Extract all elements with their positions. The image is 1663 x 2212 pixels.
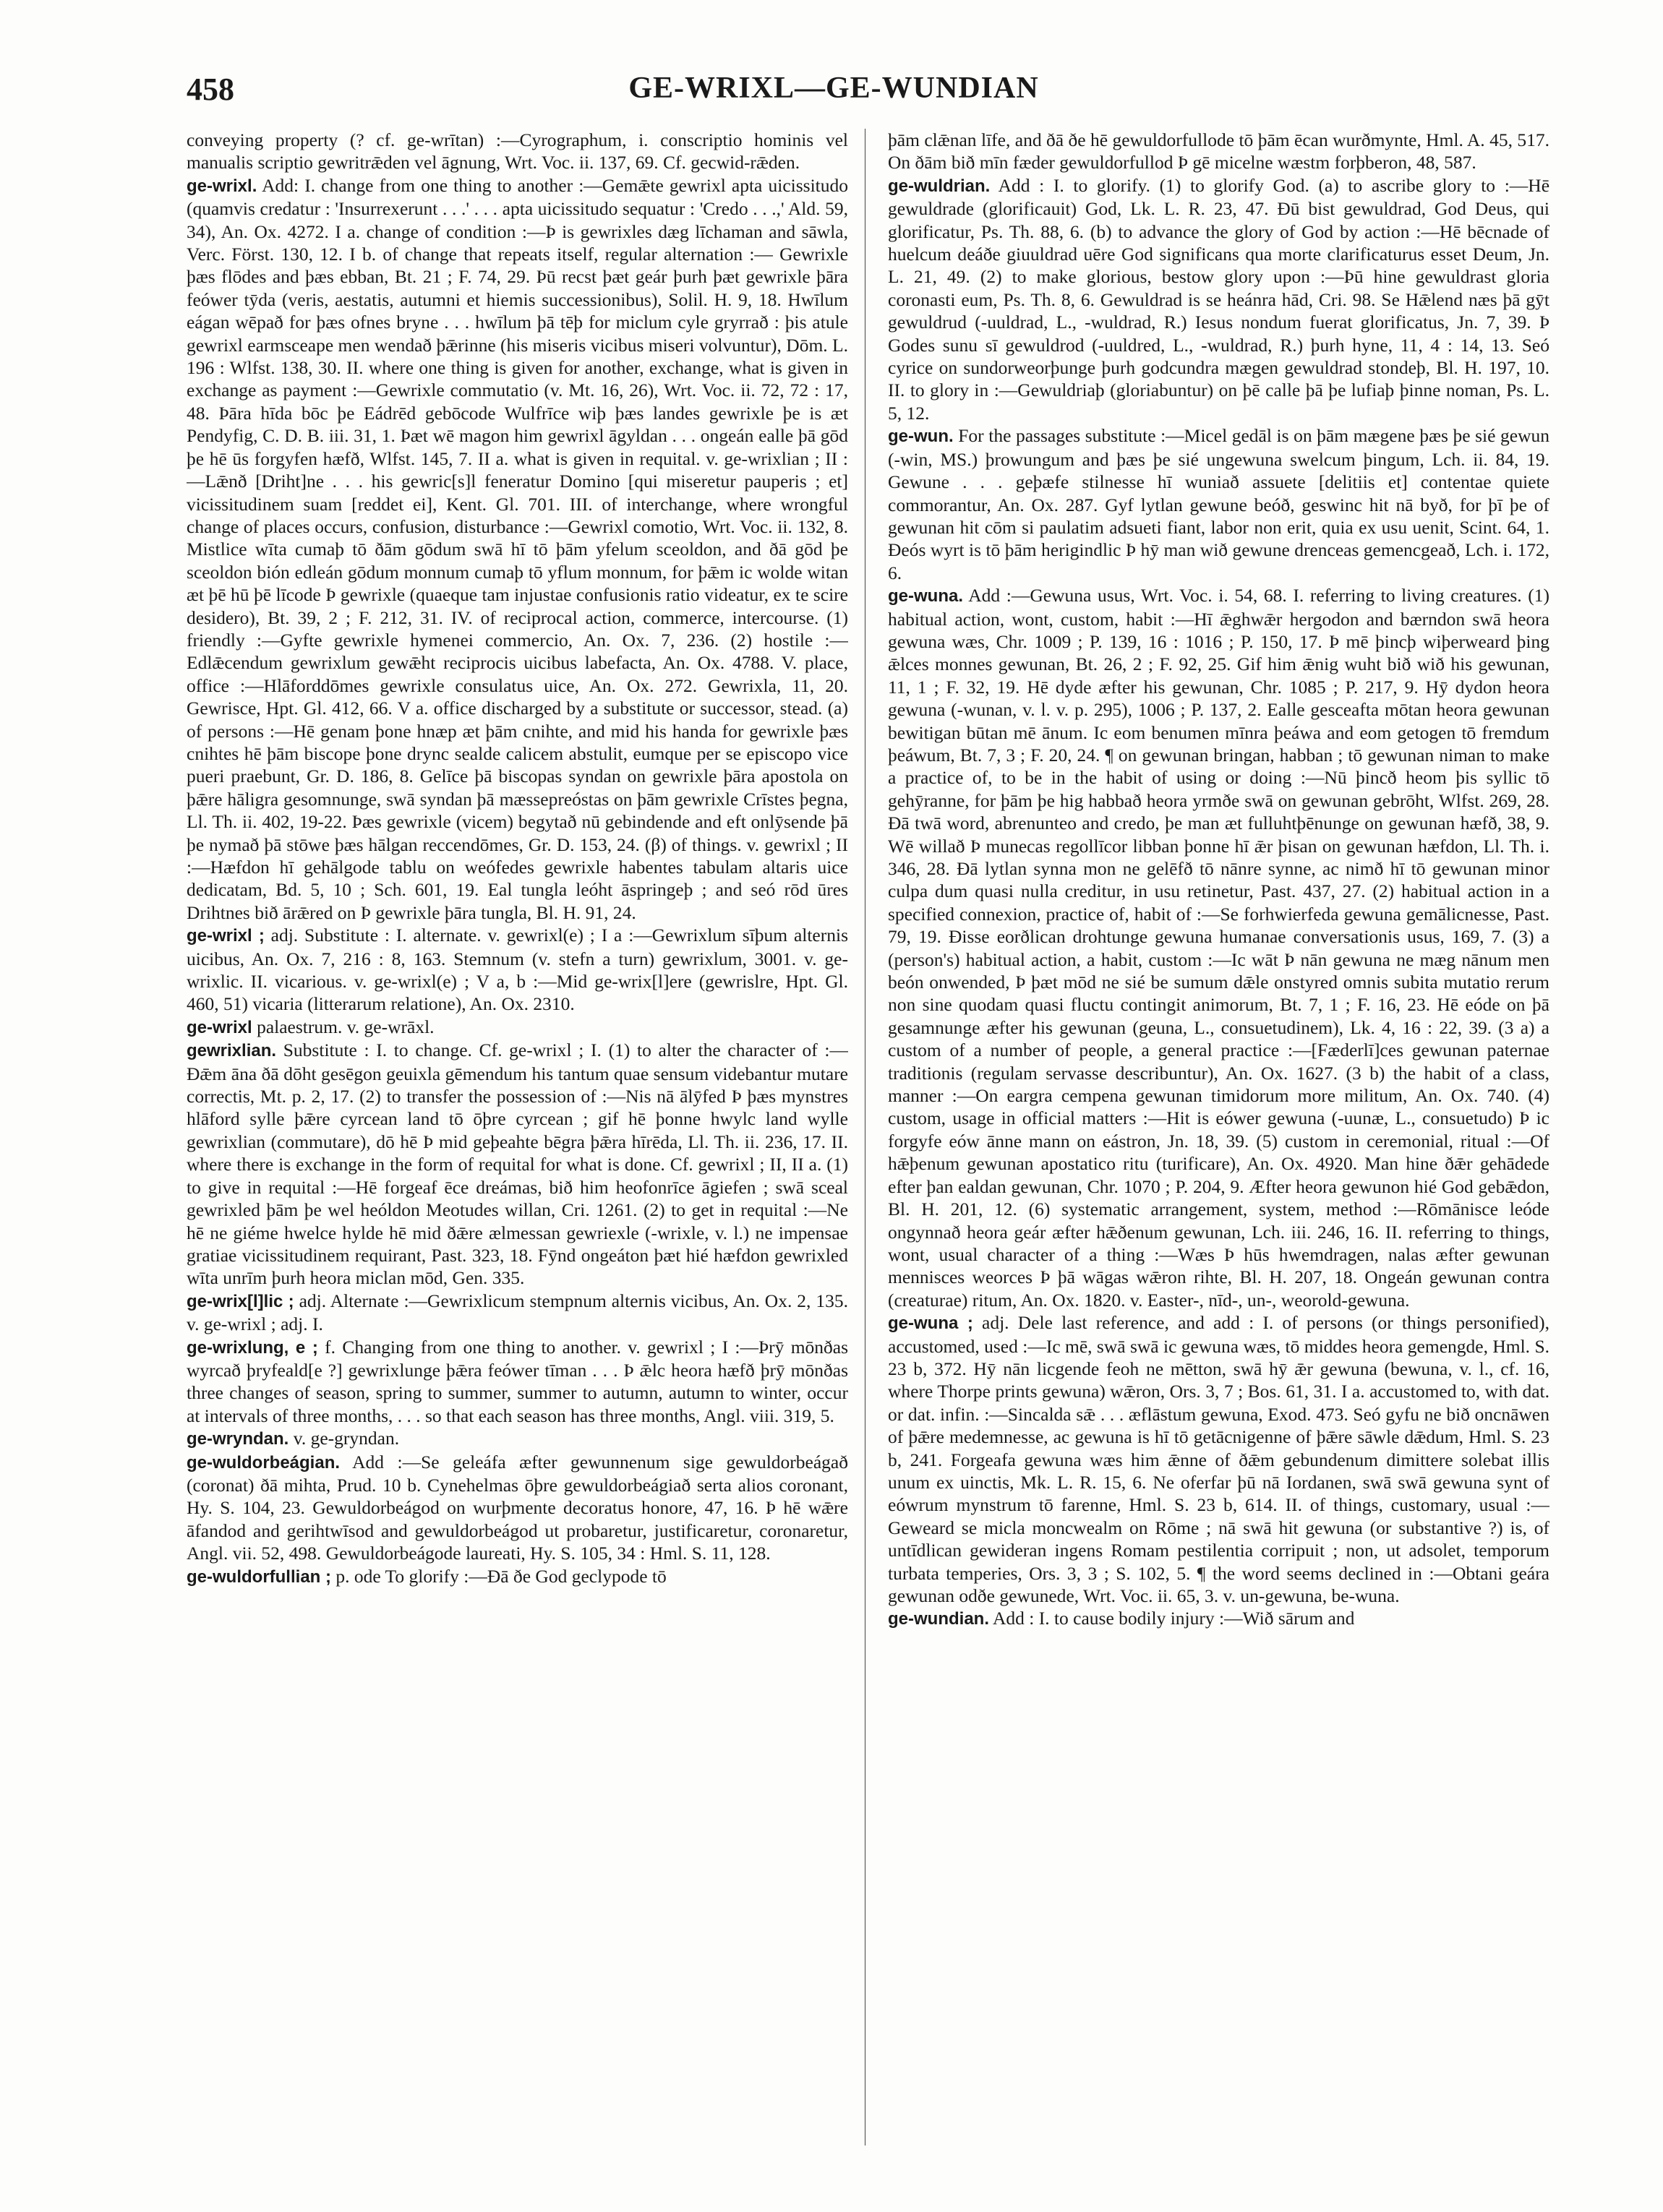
entry-headword: ge-wrixl ; (187, 926, 265, 946)
dictionary-entry (187, 1039, 848, 1289)
entry-headword: ge-wuldorfullian ; (187, 1566, 331, 1587)
entry-headword: ge-wryndan. (187, 1429, 289, 1449)
entry-text: Add : I. to glorify. (1) to glorify God. (a) to ascribe glory to :—Hē gewuldrade (glorificauit) God, Lk. L. R. 23, 47. Ðū bist gewuldrad, God Deus, qui glorificatur, Ps. Th. 88, 6. (b) to advance the glory of God by action :—Hē bēcnade of huelcum deáðe giuuldrad uēre God significans qua morte clarificaturus esset Deum, Jn. L. 21, 49. (2) to make glorious, bestow glory upon :—Þū hine gewuldrast gloria coronasti eum, Ps. Th. 8, 6. Gewuldrad is se heánra hād, Cri. 98. Se Hǣlend næs þā gȳt gewuldrud (-uuldrad, L., -wuldrad, R.) Iesus nondum fuerat glorificatus, Jn. 7, 39. Þ Godes sunu sī gewuldrod (-uuldred, L., -wuldrad, R.) þurh hyne, 11, 4 : 14, 13. Seó cyrice on sundorweorþunge þurh godcundra mægen gewuldrad stondeþ, Bl. H. 197, 10. II. to glory in :—Gewuldriaþ (gloriabuntur) on þē calle þā þe lufiaþ þinne noman, Ps. L. 5, 12. (888, 174, 1549, 424)
dictionary-entry (187, 924, 848, 1016)
dictionary-entry (187, 174, 848, 924)
dictionary-entry (888, 1607, 1549, 1630)
entry-text: Add :—Gewuna usus, Wrt. Voc. i. 54, 68. I. referring to living creatures. (1) habitual action, wont, custom, habit :—Hī ǣghwǣr hergodon and bærndon swā heora gewuna wæs, Chr. 1009 ; P. 139, 16 : 1016 ; P. 150, 17. Þ mē þincþ wiþerweard þing ǣlces monnes gewunan, Bt. 26, 2 ; F. 92, 25. Gif him ǣnig wuht bið wið his gewunan, 11, 1 ; F. 32, 19. Hē dyde æfter his gewunan, Chr. 1085 ; P. 217, 9. Hȳ dydon heora gewuna (-wunan, v. l. v. p. 295), 1006 ; P. 137, 2. Ealle gesceafta mōtan heora gewunan bewitigan būtan mē ānum. Ic eom benumen mīnra þeáwa and eom getogen tō fremdum þeáwum, Bt. 7, 3 ; F. 20, 24. ¶ on gewunan bringan, habban ; tō gewunan niman to make a practice of, to be in the habit of using or doing :—Nū þincð heom þis syllic tō gehȳranne, for þām þe hig habbað heora yrmðe swā on gewunan gebrōht, Wlfst. 269, 28. Ðā twā word, abrenunteo and credo, þe man æt fulluhtþēnunge on gewunan hæfð, 38, 9. Wē willað Þ munecas regollīcor libban þonne hī ǣr þisan on gewunan hæfdon, Ll. Th. i. 346, 28. Ðā lytlan synna mon ne gelēfð tō nānre synne, ac nimð hī tō gewunan minor culpa dum quasi nulla creditur, in usu retinetur, Past. 437, 27. (2) habitual action in a specified connexion, practice of, habit of :—Se forhwierfeda gewuna gemālicnesse, Past. 79, 19. Ðisse eorðlican drohtunge gewuna humanae conversationis usus, 169, 7. (3) a (person's) habitual action, a habit, custom :—Ic wāt Þ nān gewuna ne mæg nānum men beón onwended, Þ þæt mōd ne sié be sumum dǣle onstyred omnis subita mutatio rerum non sine quodam quasi fluctu contingit animorum, Bt. 7, 1 ; F. 16, 23. Hē eóde on þā gesamnunge æfter his gewunan (geuna, L., consuetudinem), Lk. 4, 16 : 22, 39. (3 a) a custom of a number of people, a general practice :—[Fæderlī]ces gewunan paternae traditionis (regulam servasse describuntur), An. Ox. 1627. (3 b) the habit of a class, manner :—On eargra cempena gewunan timidorum more militum, An. Ox. 740. (4) custom, usage in official matters :—Hit is eówer gewuna (-uunæ, L., consuetudo) Þ ic forgyfe eów ānne mann on eástron, Jn. 18, 39. (5) custom in ceremonial, ritual :—Of hǣþenum gewunan apostatico ritu (turificare), An. Ox. 4920. Man hine ðǣr gehādede efter þan ealdan gewunan, Chr. 1070 ; P. 204, 9. Æfter heora gewunon hié God gebǣdon, Bl. H. 201, 12. (6) systematic arrangement, system, method :—Rōmānisce leóde ongynnað heora geár æfter hǣðenum gewunan, Lch. iii. 246, 16. II. referring to things, wont, usual character of a thing :—Wæs Þ hūs hwemdragen, nalas æfter gewunan mennisces weorces Þ þā wāgas wǣron rihte, Bl. H. 207, 18. Ongeán gewunan contra (creaturae) ritum, An. Ox. 1820. v. Easter-, nīd-, un-, weorold-gewuna. (888, 585, 1549, 1311)
running-title: GE-WRIXL—GE-WUNDIAN (628, 72, 1039, 105)
entry-text: For the passages substitute :—Micel gedāl is on þām mægene þæs þe sié gewun (-win, MS.) þrowungum and þæs þe sié ungewuna swelcum þingum, Lch. ii. 84, 19. Gewune . . . geþæfe stilnesse hī wuniað assuete [delitiis et] contentae quiete commorantur, An. Ox. 287. Gyf lytlan gewune beóð, geswinc hit nā byð, for þī þe of gewunan hit cōm si paulatim adsueti fiant, labor non erit, quia ex usu uenit, Scint. 64, 1. Ðeós wyrt is tō þām herigindlic Þ hȳ man wið gewune drenceas gemencgeað, Lch. i. 172, 6. (888, 425, 1549, 583)
page-header (187, 71, 1481, 114)
entry-headword: ge-wuna. (888, 586, 964, 606)
entry-text: þām clǣnan līfe, and ðā ðe hē gewuldorfullode tō þām ēcan wurðmynte, Hml. A. 45, 517. On ðām bið mīn fæder gewuldorfullod Þ gē micelne wæstm forþberon, 48, 587. (888, 129, 1549, 173)
dictionary-entry (187, 1016, 848, 1039)
entry-headword: ge-wrix[l]lic ; (187, 1291, 294, 1311)
entry-headword: gewrixlian. (187, 1041, 277, 1061)
entry-text: Add: I. change from one thing to another :—Gemǣte gewrixl apta uicissitudo (quamvis credatur : 'Insurrexerunt . . .' . . . apta uicissitudo sequatur : 'Credo . . .,' Ald. 59, 34), An. Ox. 4272. I a. change of condition :—Þ is gewrixles dæg līchaman and sāwla, Verc. Först. 130, 12. I b. of change that repeats itself, regular alternation :— Gewrixle þæs flōdes and þæs ebban, Bt. 21 ; F. 74, 29. Þū recst þæt geár þurh þæt gewrixle þāra feówer tȳda (veris, aestatis, autumni et hiemis successionibus), Solil. H. 9, 18. Hwīlum eágan wēpað for þæs ofnes bryne . . . hwīlum þā tēþ for miclum cyle gryrrað : þis atule gewrixl earmsceape men wendað þǣrinne (his miseris vicibus miseri volvuntur), Dōm. L. 196 : Wlfst. 138, 30. II. where one thing is given for another, exchange, what is given in exchange as payment :—Gewrixle commutatio (v. Mt. 16, 26), Wrt. Voc. ii. 72, 72 : 17, 48. Þāra hīda bōc þe Eádrēd gebōcode Wulfrīce wiþ þæs landes gewrixle þe is æt Pendyfig, C. D. B. iii. 31, 1. Þæt wē magon him gewrixl āgyldan . . . ongeán ealle þā gōd þe hē ūs forgyfen hæfð, Wlfst. 145, 7. II a. what is given in requital. v. ge-wrixlian ; II :—Lǣnð [Driht]ne . . . his gewric[s]l feneratur Domino [qui miseretur pauperis ; et] vicissitudinem suam [reddet ei], Kent. Gl. 701. III. of interchange, where wrongful change of places occurs, confusion, disturbance :—Gewrixl comotio, Wrt. Voc. ii. 132, 8. Mistlice wīta cumaþ tō ðām gōdum swā hī tō þām yfelum sceoldon, and ðā gōd þe sceoldon bión edleán gōdum monnum cumaþ tō yflum monnum, for þǣm ic wolde witan æt þē hū þē līcode Þ gewrixle (quaeque tam injustae confusionis ratio videatur, ex te scire desidero), Bt. 39, 2 ; F. 212, 31. IV. of reciprocal action, commerce, intercourse. (1) friendly :—Gyfte gewrixle hymenei commercio, An. Ox. 7, 236. (2) hostile :—Edlǣcendum gewrixlum gewǣht reciprocis uicibus labefacta, An. Ox. 4788. V. place, office :—Hlāforddōmes gewrixle consulatus uice, An. Ox. 272. Gewrixla, 11, 20. Gewrisce, Hpt. Gl. 412, 66. V a. office discharged by a substitute or successor, stead. (a) of persons :—Hē genam þone hnæp æt þām cnihte, and mid his handa for gewrixle þæs cnihtes hē þām biscope þone drync sealde calicem abstulit, eumque per se episcopo vice pueri praebunt, Gr. D. 186, 8. Gelīce þā biscopas syndan on gewrixle þāra apostola on þǣre hāligra gesomnunge, swā syndan þā mæssepreóstas on þām gewrixle Crīstes þegna, Ll. Th. ii. 402, 19-22. Þæs gewrixle (vicem) begytað nū gebindende and eft onlȳsende þā þe nymað þā stōwe þæs hālgan reccendōmes, Gr. D. 153, 24. (β) of things. v. gewrixl ; II :—Hæfdon hī gehālgode tablu on weófedes gewrixle habentes tabulam altaris uice dedicatam, Bd. 5, 10 ; Sch. 601, 19. Eal tungla leóht āspringeþ ; and seó rōd ūres Drihtnes bið ārǣred on Þ gewrixle þāra tungla, Bl. H. 91, 24. (187, 174, 848, 923)
entry-headword: ge-wuldrian. (888, 176, 991, 196)
entry-headword: ge-wrixl (187, 1017, 252, 1037)
left-column (187, 129, 848, 2145)
entry-text: adj. Dele last reference, and add : I. of persons (or things personified), accustomed, used :—Ic mē, swā swā ic gewuna wæs, tō middes heora gemengde, Hml. S. 23 b, 372. Hȳ nān licgende feoh ne mētton, swā hȳ ǣr gewuna (bewuna, v. l., cf. 16, where Thorpe prints gewuna) wǣron, Ors. 3, 7 ; Bos. 61, 31. I a. accustomed to, with dat. or dat. infin. :—Sincalda sǣ . . . æflāstum gewuna, Exod. 473. Seó gyfu ne bið oncnāwen of þǣre medemnesse, ac gewuna is hī tō getācnigenne of þǣre sāwle dǣdum, Hml. S. 23 b, 241. Forgeafa gewuna wæs him ǣnne of ðǣm gebundenum dimittere solebat illis unum ex uinctis, Mk. L. R. 15, 6. Ne oferfar þū nā Iordanen, swā swā gewuna synt of eówrum mynstrum tō farenne, Hml. S. 23 b, 614. II. of things, customary, usual :—Geweard se micla moncwealm on Rōme ; nā swā hit gewuna (or substantive ?) is, of untīdlican gewideran ingens Romam pestilentia corripuit ; non, ut adsolet, temporum turbata temperies, Ors. 3, 3 ; S. 102, 5. ¶ the word seems declined in :—Obtani geára gewunan odðe gewunede, Wrt. Voc. ii. 65, 3. v. un-gewuna, be-wuna. (888, 1312, 1549, 1606)
entry-text: Substitute : I. to change. Cf. ge-wrixl ; I. (1) to alter the character of :—Ðǣm āna ðā dōht gesēgon geuixla gēmendum his tantum quae sensum videbantur mutare correctis, Mt. p. 2, 17. (2) to transfer the possession of :—Nis nā ālȳfed Þ þæs mynstres hlāford sylle þǣre cyrcean land tō ōþre cyrcean ; gif hē þonne hwylc land wylle gewrixlian (commutare), dō hē Þ mid geþeahte bēgra þǣra hīrēda, Ll. Th. ii. 236, 17. II. where there is exchange in the form of requital for what is done. Cf. gewrixl ; II, II a. (1) to give in requital :—Hē forgeaf ēce dreámas, bið him heofonrīce āgiefen ; swā sceal gewrixled þām þe wel heóldon Meotudes willan, Cri. 1261. (2) to get in requital :—Ne hē ne giéme hwelce hylde hē mid ðǣre ælmessan gewriexle (-wrixle, v. l.) ne impensae gratiae vicissitudinem requirant, Past. 323, 18. Fȳnd ongeáton þæt hié hæfdon gewrixled wīta unrīm þurh heora miclan mōd, Gen. 335. (187, 1039, 848, 1289)
entry-text: adj. Alternate :—Gewrixlicum stempnum alternis vicibus, An. Ox. 2, 135. v. ge-wrixl ; adj. I. (187, 1290, 848, 1335)
entry-headword: ge-wuldorbeágian. (187, 1452, 341, 1472)
entry-text: Add : I. to cause bodily injury :—Wið sārum and (992, 1608, 1355, 1629)
entry-headword: ge-wuna ; (888, 1313, 973, 1334)
dictionary-entry (888, 1311, 1549, 1607)
entry-headword: ge-wrixl. (187, 176, 257, 196)
right-column (888, 129, 1549, 2145)
dictionary-entry (888, 584, 1549, 1311)
dictionary-entry (888, 174, 1549, 424)
dictionary-entry (888, 129, 1549, 174)
dictionary-entry (187, 1336, 848, 1428)
entry-headword: ge-wrixlung, e ; (187, 1337, 318, 1358)
entry-text: p. ode To glorify :—Ðā ðe God geclypode tō (335, 1565, 667, 1587)
page-number: 458 (187, 72, 234, 107)
dictionary-entry (187, 129, 848, 174)
dictionary-entry (187, 1451, 848, 1565)
entry-text: adj. Substitute : I. alternate. v. gewrixl(e) ; I a :—Gewrixlum sīþum alternis uicibus, An. Ox. 7, 216 : 8, 163. Stemnum (v. stefn a turn) gewrixlum, 3001. v. ge-wrixlic. II. vicarious. v. ge-wrixl(e) ; V a, b :—Mid ge-wrix[l]ere (gewrislre, Hpt. Gl. 460, 51) vicaria (litterarum relatione), An. Ox. 2310. (187, 925, 848, 1015)
entry-text: palaestrum. v. ge-wrāxl. (257, 1016, 435, 1037)
dictionary-entry (888, 424, 1549, 584)
dictionary-entry (187, 1565, 848, 1588)
entry-headword: ge-wundian. (888, 1609, 989, 1629)
entry-headword: ge-wun. (888, 426, 954, 447)
dictionary-entry (187, 1290, 848, 1336)
entry-text: conveying property (? cf. ge-wrītan) :—Cyrographum, i. conscriptio hominis vel manualis scriptio gewritrǣden vel āgnung, Wrt. Voc. ii. 137, 69. Cf. gecwid-rǣden. (187, 129, 848, 173)
entry-text: f. Changing from one thing to another. v. gewrixl ; I :—Þrȳ mōnðas wyrcað þryfeald[e ?] gewrixlunge þǣra feówer tīman . . . Þ ǣlc heora hæfð þrȳ mōnðas three changes of season, spring to summer, summer to autumn, autumn to winter, occur at intervals of three months, . . . so that each season has three months, Angl. viii. 319, 5. (187, 1336, 848, 1426)
entry-text: Add :—Se geleáfa æfter gewunnenum sige gewuldorbeágað (coronat) ðā mihta, Prud. 10 b. Cynehelmas ōþre gewuldorbeágiað serta alios coronant, Hy. S. 104, 23. Gewuldorbeágod on wurþmente decoratus honore, 47, 16. Þ hē wǣre āfandod and gerihtwīsod and gewuldorbeágod ut probaretur, justificaretur, coronaretur, Angl. vii. 52, 498. Gewuldorbeágode laureati, Hy. S. 105, 34 : Hml. S. 11, 128. (187, 1451, 848, 1564)
dictionary-entry (187, 1427, 848, 1450)
entry-text: v. ge-gryndan. (293, 1428, 400, 1449)
